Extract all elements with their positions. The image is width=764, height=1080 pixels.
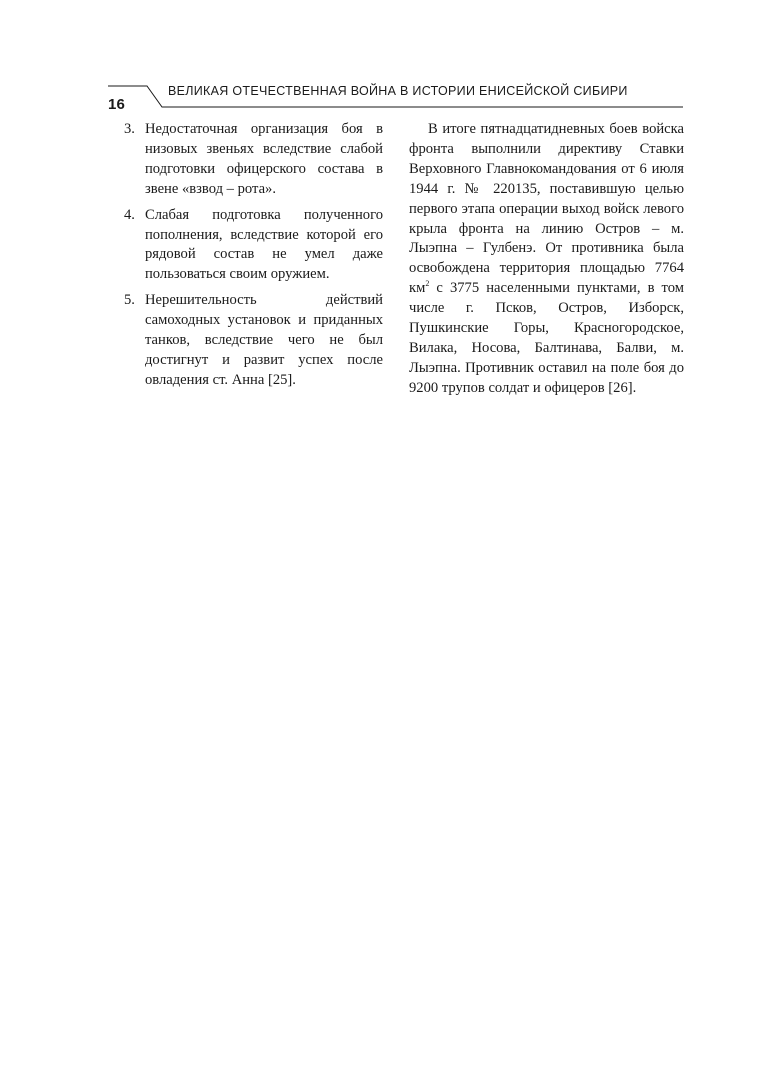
left-column <box>108 120 383 397</box>
page-number: 16 <box>108 96 126 113</box>
list-item <box>108 206 383 286</box>
paragraph-text-part2: с 3775 населенными пунктами, в том числе г. Псков, Остров, Изборск, Пушкинские Горы, Красногородское, Вилака, Носова, Балтинава, Балви, м. Лыэпна. Противник оставил на поле боя до 9200 трупов солдат и офицеров [26]. <box>409 280 684 396</box>
list-item-text: Слабая подготовка полученного пополнения, вследствие которой его рядовой состав не умел даже пользоваться своим оружием. <box>145 206 383 283</box>
body-paragraph <box>409 120 684 399</box>
list-item <box>108 291 383 391</box>
running-title: ВЕЛИКАЯ ОТЕЧЕСТВЕННАЯ ВОЙНА В ИСТОРИИ ЕНИСЕЙСКОЙ СИБИРИ <box>168 84 628 98</box>
list-item-text: Нерешительность действий самоходных установок и приданных танков, вследствие чего не был достигнут и развит успех после овладения ст. Анна [25]. <box>145 292 383 388</box>
superscript-2: 2 <box>425 279 430 289</box>
paragraph-text-part1: В итоге пятнадцатидневных боев войска фронта выполнили директиву Ставки Верховного Главнокомандования от 6 июля 1944 г. № 220135, поставившую целью первого этапа операции выход войск левого крыла фронта на линию Остров – м. Лыэпна – Гулбенэ. От противника была освобождена территория площадью 7764 км <box>409 121 684 297</box>
right-column <box>409 120 684 399</box>
list-item-number: 5. <box>124 292 135 309</box>
list-item <box>108 120 383 200</box>
list-item-number: 3. <box>124 121 135 137</box>
list-item-number: 4. <box>124 206 135 223</box>
list-item-text: Недостаточная организация боя в низовых звеньях вследствие слабой подготовки офицерского состава в звене «взвод – рота». <box>145 121 383 197</box>
